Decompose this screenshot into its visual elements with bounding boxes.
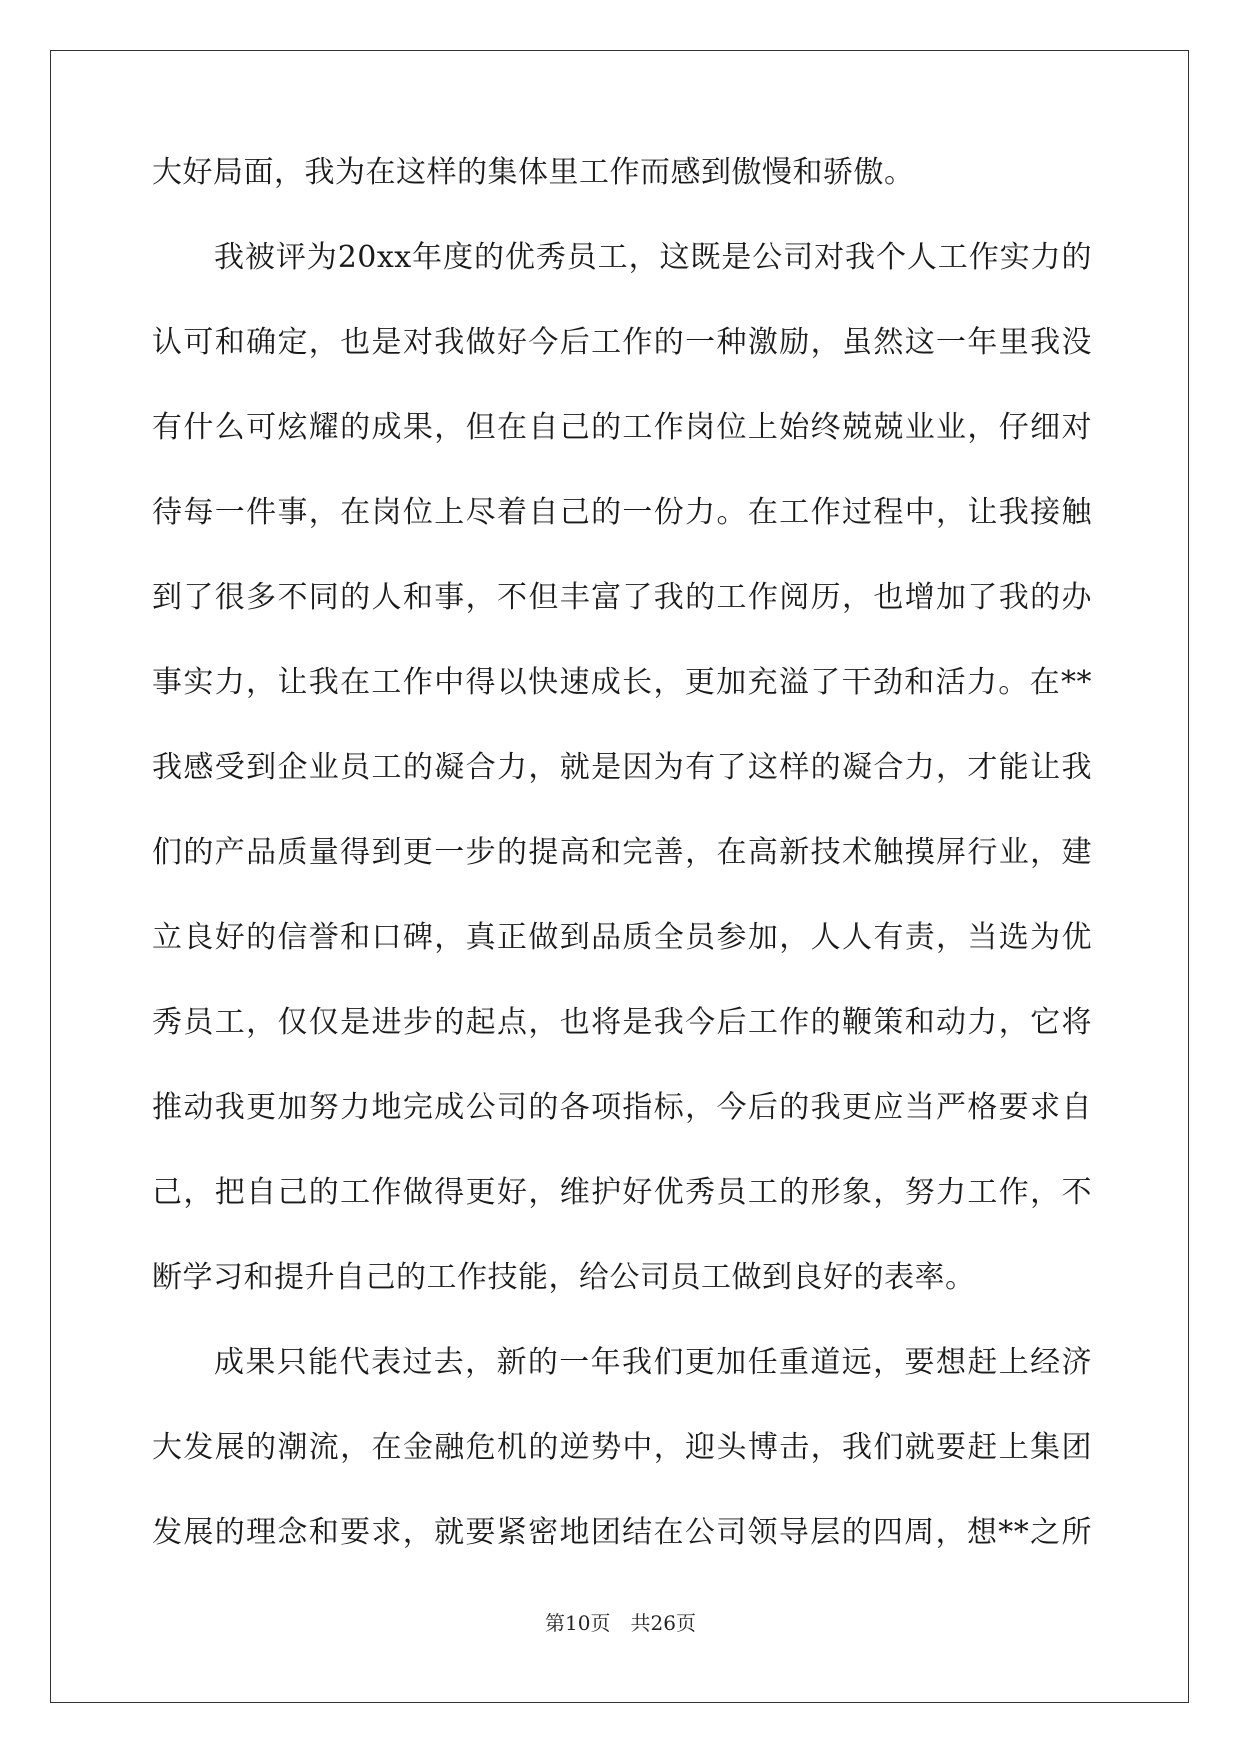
text-line: 推动我更加努力地完成公司的各项指标，今后的我更应当严格要求自 — [152, 1090, 1092, 1125]
text-line: 断学习和提升自己的工作技能，给公司员工做到良好的表率。 — [152, 1260, 976, 1295]
text-line: 到了很多不同的人和事，不但丰富了我的工作阅历，也增加了我的办 — [152, 580, 1092, 615]
text-line: 成果只能代表过去，新的一年我们更加任重道远，要想赶上经济 — [214, 1345, 1092, 1380]
text-line: 们的产品质量得到更一步的提高和完善，在高新技术触摸屏行业，建 — [152, 835, 1092, 870]
page-number-footer: 第10页 共26页 — [545, 1611, 696, 1635]
text-line: 秀员工，仅仅是进步的起点，也将是我今后工作的鞭策和动力，它将 — [152, 1005, 1092, 1040]
text-line: 待每一件事，在岗位上尽着自己的一份力。在工作过程中，让我接触 — [152, 495, 1092, 530]
text-line: 有什么可炫耀的成果，但在自己的工作岗位上始终兢兢业业，仔细对 — [152, 410, 1092, 445]
text-line: 认可和确定，也是对我做好今后工作的一种激励，虽然这一年里我没 — [152, 325, 1092, 360]
text-line: 我被评为20xx年度的优秀员工，这既是公司对我个人工作实力的 — [214, 240, 1092, 275]
text-line: 己，把自己的工作做得更好，维护好优秀员工的形象，努力工作，不 — [152, 1175, 1092, 1210]
text-line: 立良好的信誉和口碑，真正做到品质全员参加，人人有责，当选为优 — [152, 920, 1092, 955]
text-line: 事实力，让我在工作中得以快速成长，更加充溢了干劲和活力。在** — [152, 665, 1092, 700]
text-line: 大发展的潮流，在金融危机的逆势中，迎头博击，我们就要赶上集团 — [152, 1430, 1092, 1465]
document-body — [152, 155, 1092, 1600]
text-line: 我感受到企业员工的凝合力，就是因为有了这样的凝合力，才能让我 — [152, 750, 1092, 785]
text-line: 大好局面，我为在这样的集体里工作而感到傲慢和骄傲。 — [152, 155, 915, 190]
text-line: 发展的理念和要求，就要紧密地团结在公司领导层的四周，想**之所 — [152, 1515, 1092, 1550]
